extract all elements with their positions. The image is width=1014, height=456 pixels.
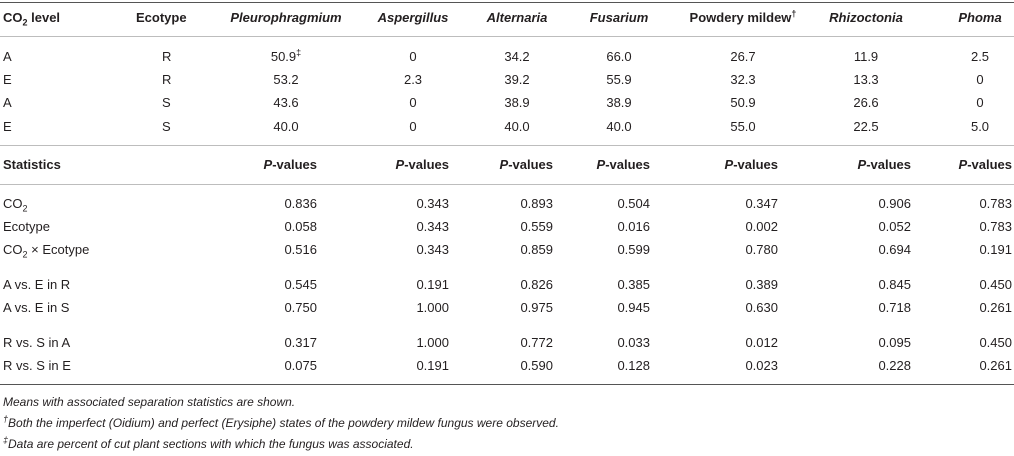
value-cell: 26.7 bbox=[730, 49, 756, 64]
value-cell: 40.0 bbox=[504, 119, 530, 134]
pvalue-header: P-values bbox=[499, 157, 553, 172]
pvalue-header: P-values bbox=[958, 157, 1012, 172]
value-cell: 22.5 bbox=[853, 119, 879, 134]
co2-level-cell: E bbox=[3, 72, 12, 87]
value-cell: 0.389 bbox=[745, 277, 778, 292]
value-cell: 0.590 bbox=[520, 358, 553, 373]
value-cell: 0.343 bbox=[416, 196, 449, 211]
table-row bbox=[0, 333, 1014, 353]
table-row bbox=[0, 117, 1014, 137]
pvalue-header: P-values bbox=[857, 157, 911, 172]
footnote-dagger: †Both the imperfect (Oidium) and perfect (Erysiphe) states of the powdery mildew fungus were observed. bbox=[3, 414, 559, 430]
co2-level-cell: A bbox=[3, 95, 12, 110]
value-cell: 2.3 bbox=[403, 72, 423, 87]
ecotype-cell: R bbox=[162, 49, 172, 64]
value-cell: 0.385 bbox=[617, 277, 650, 292]
value-cell: 2.5 bbox=[970, 49, 990, 64]
value-cell: 0 bbox=[409, 95, 417, 110]
value-cell: 0.694 bbox=[878, 242, 911, 257]
value-cell: 0.023 bbox=[745, 358, 778, 373]
table-row bbox=[0, 93, 1014, 113]
value-cell: 38.9 bbox=[606, 95, 632, 110]
value-cell: 55.9 bbox=[606, 72, 632, 87]
value-cell: 0.317 bbox=[284, 335, 317, 350]
stat-label: $CO_2$ bbox=[3, 196, 28, 214]
value-cell: 0.343 bbox=[416, 242, 449, 257]
pvalue-header: P-values bbox=[724, 157, 778, 172]
col-header-pleurophragmium: Pleurophragmium bbox=[230, 10, 342, 25]
value-cell: 13.3 bbox=[853, 72, 879, 87]
value-cell: 0 bbox=[976, 95, 984, 110]
value-cell: 0.975 bbox=[520, 300, 553, 315]
value-cell: 40.0 bbox=[606, 119, 632, 134]
value-cell: 40.0 bbox=[273, 119, 299, 134]
col-header-ecotype: Ecotype bbox=[136, 10, 187, 25]
value-cell: 50.9 bbox=[730, 95, 756, 110]
stats-header-divider bbox=[0, 184, 1014, 185]
value-cell: 0.075 bbox=[284, 358, 317, 373]
value-cell: 43.6 bbox=[273, 95, 299, 110]
value-cell: 0.845 bbox=[878, 277, 911, 292]
value-cell: 0.016 bbox=[617, 219, 650, 234]
stat-label: Ecotype bbox=[3, 219, 50, 234]
value-cell: 0.545 bbox=[284, 277, 317, 292]
table-top-rule bbox=[0, 2, 1014, 3]
value-cell: 0.191 bbox=[979, 242, 1012, 257]
col-header-rhizoctonia: Rhizoctonia bbox=[829, 10, 903, 25]
value-cell: 0.780 bbox=[745, 242, 778, 257]
value-cell: 0.347 bbox=[745, 196, 778, 211]
value-cell: 0 bbox=[976, 72, 984, 87]
table-bottom-rule bbox=[0, 384, 1014, 385]
stat-label: $CO_2$ × Ecotype bbox=[3, 242, 90, 260]
value-cell: 0.559 bbox=[520, 219, 553, 234]
value-cell: 0.630 bbox=[745, 300, 778, 315]
value-cell: 66.0 bbox=[606, 49, 632, 64]
table-row bbox=[0, 70, 1014, 90]
table-row bbox=[0, 298, 1014, 318]
table-row bbox=[0, 275, 1014, 295]
table-row bbox=[0, 194, 1014, 214]
value-cell: 0.945 bbox=[617, 300, 650, 315]
col-header-co2-level: $CO_2$ level bbox=[3, 10, 61, 28]
value-cell: 0.826 bbox=[520, 277, 553, 292]
table-row bbox=[0, 47, 1014, 67]
co2-level-cell: A bbox=[3, 49, 12, 64]
stat-label: A vs. E in S bbox=[3, 300, 70, 315]
footnote-double-dagger: ‡Data are percent of cut plant sections with which the fungus was associated. bbox=[3, 435, 414, 451]
co2-level-cell: E bbox=[3, 119, 12, 134]
pvalue-header: P-values bbox=[596, 157, 650, 172]
value-cell: 0.772 bbox=[520, 335, 553, 350]
value-cell: 32.3 bbox=[730, 72, 756, 87]
ecotype-cell: R bbox=[162, 72, 172, 87]
value-cell: 0.718 bbox=[878, 300, 911, 315]
value-cell: 53.2 bbox=[273, 72, 299, 87]
value-cell: 0.191 bbox=[416, 277, 449, 292]
table-row bbox=[0, 217, 1014, 237]
value-cell: 39.2 bbox=[504, 72, 530, 87]
value-cell: 0.450 bbox=[979, 277, 1012, 292]
value-cell: 0.906 bbox=[878, 196, 911, 211]
stat-label: R vs. S in E bbox=[3, 358, 71, 373]
col-header-alternaria: Alternaria bbox=[486, 10, 548, 25]
value-cell: 11.9 bbox=[853, 49, 879, 64]
col-header-phoma: Phoma bbox=[958, 10, 1002, 25]
value-cell: 5.0 bbox=[970, 119, 990, 134]
col-header-powdery-mildew: Powdery mildew† bbox=[689, 8, 797, 25]
footnote-means: Means with associated separation statistics are shown. bbox=[3, 395, 296, 409]
value-cell: 0 bbox=[409, 49, 417, 64]
value-cell: 0.261 bbox=[979, 300, 1012, 315]
value-cell: 1.000 bbox=[416, 335, 449, 350]
value-cell: 0.095 bbox=[878, 335, 911, 350]
value-cell: 0.128 bbox=[617, 358, 650, 373]
value-cell: 0.261 bbox=[979, 358, 1012, 373]
value-cell: 0 bbox=[409, 119, 417, 134]
table-row bbox=[0, 356, 1014, 376]
value-cell: 0.859 bbox=[520, 242, 553, 257]
value-cell: 0.002 bbox=[745, 219, 778, 234]
col-header-aspergillus: Aspergillus bbox=[377, 10, 449, 25]
value-cell: 0.783 bbox=[979, 196, 1012, 211]
value-cell: 0.033 bbox=[617, 335, 650, 350]
value-cell: 0.058 bbox=[284, 219, 317, 234]
value-cell: 0.343 bbox=[416, 219, 449, 234]
value-cell: 0.191 bbox=[416, 358, 449, 373]
pvalue-header: P-values bbox=[395, 157, 449, 172]
value-cell: 0.783 bbox=[979, 219, 1012, 234]
value-cell: 0.504 bbox=[617, 196, 650, 211]
value-cell: 0.450 bbox=[979, 335, 1012, 350]
value-cell: 0.750 bbox=[284, 300, 317, 315]
value-cell: 0.012 bbox=[745, 335, 778, 350]
value-cell: 0.516 bbox=[284, 242, 317, 257]
value-cell: 26.6 bbox=[853, 95, 879, 110]
col-header-fusarium: Fusarium bbox=[589, 10, 649, 25]
statistics-header-row bbox=[0, 155, 1014, 175]
value-cell: 38.9 bbox=[504, 95, 530, 110]
statistics-label: Statistics bbox=[3, 157, 61, 172]
value-cell: 0.228 bbox=[878, 358, 911, 373]
value-cell: 50.9‡ bbox=[270, 47, 302, 64]
pvalue-header: P-values bbox=[263, 157, 317, 172]
value-cell: 34.2 bbox=[504, 49, 530, 64]
section-divider bbox=[0, 145, 1014, 146]
header-divider bbox=[0, 36, 1014, 37]
ecotype-cell: S bbox=[162, 119, 171, 134]
ecotype-cell: S bbox=[162, 95, 171, 110]
value-cell: 0.599 bbox=[617, 242, 650, 257]
value-cell: 1.000 bbox=[416, 300, 449, 315]
value-cell: 0.052 bbox=[878, 219, 911, 234]
value-cell: 0.836 bbox=[284, 196, 317, 211]
value-cell: 55.0 bbox=[730, 119, 756, 134]
stat-label: R vs. S in A bbox=[3, 335, 71, 350]
table-row bbox=[0, 240, 1014, 260]
column-header-row bbox=[0, 8, 1014, 28]
value-cell: 0.893 bbox=[520, 196, 553, 211]
stat-label: A vs. E in R bbox=[3, 277, 71, 292]
